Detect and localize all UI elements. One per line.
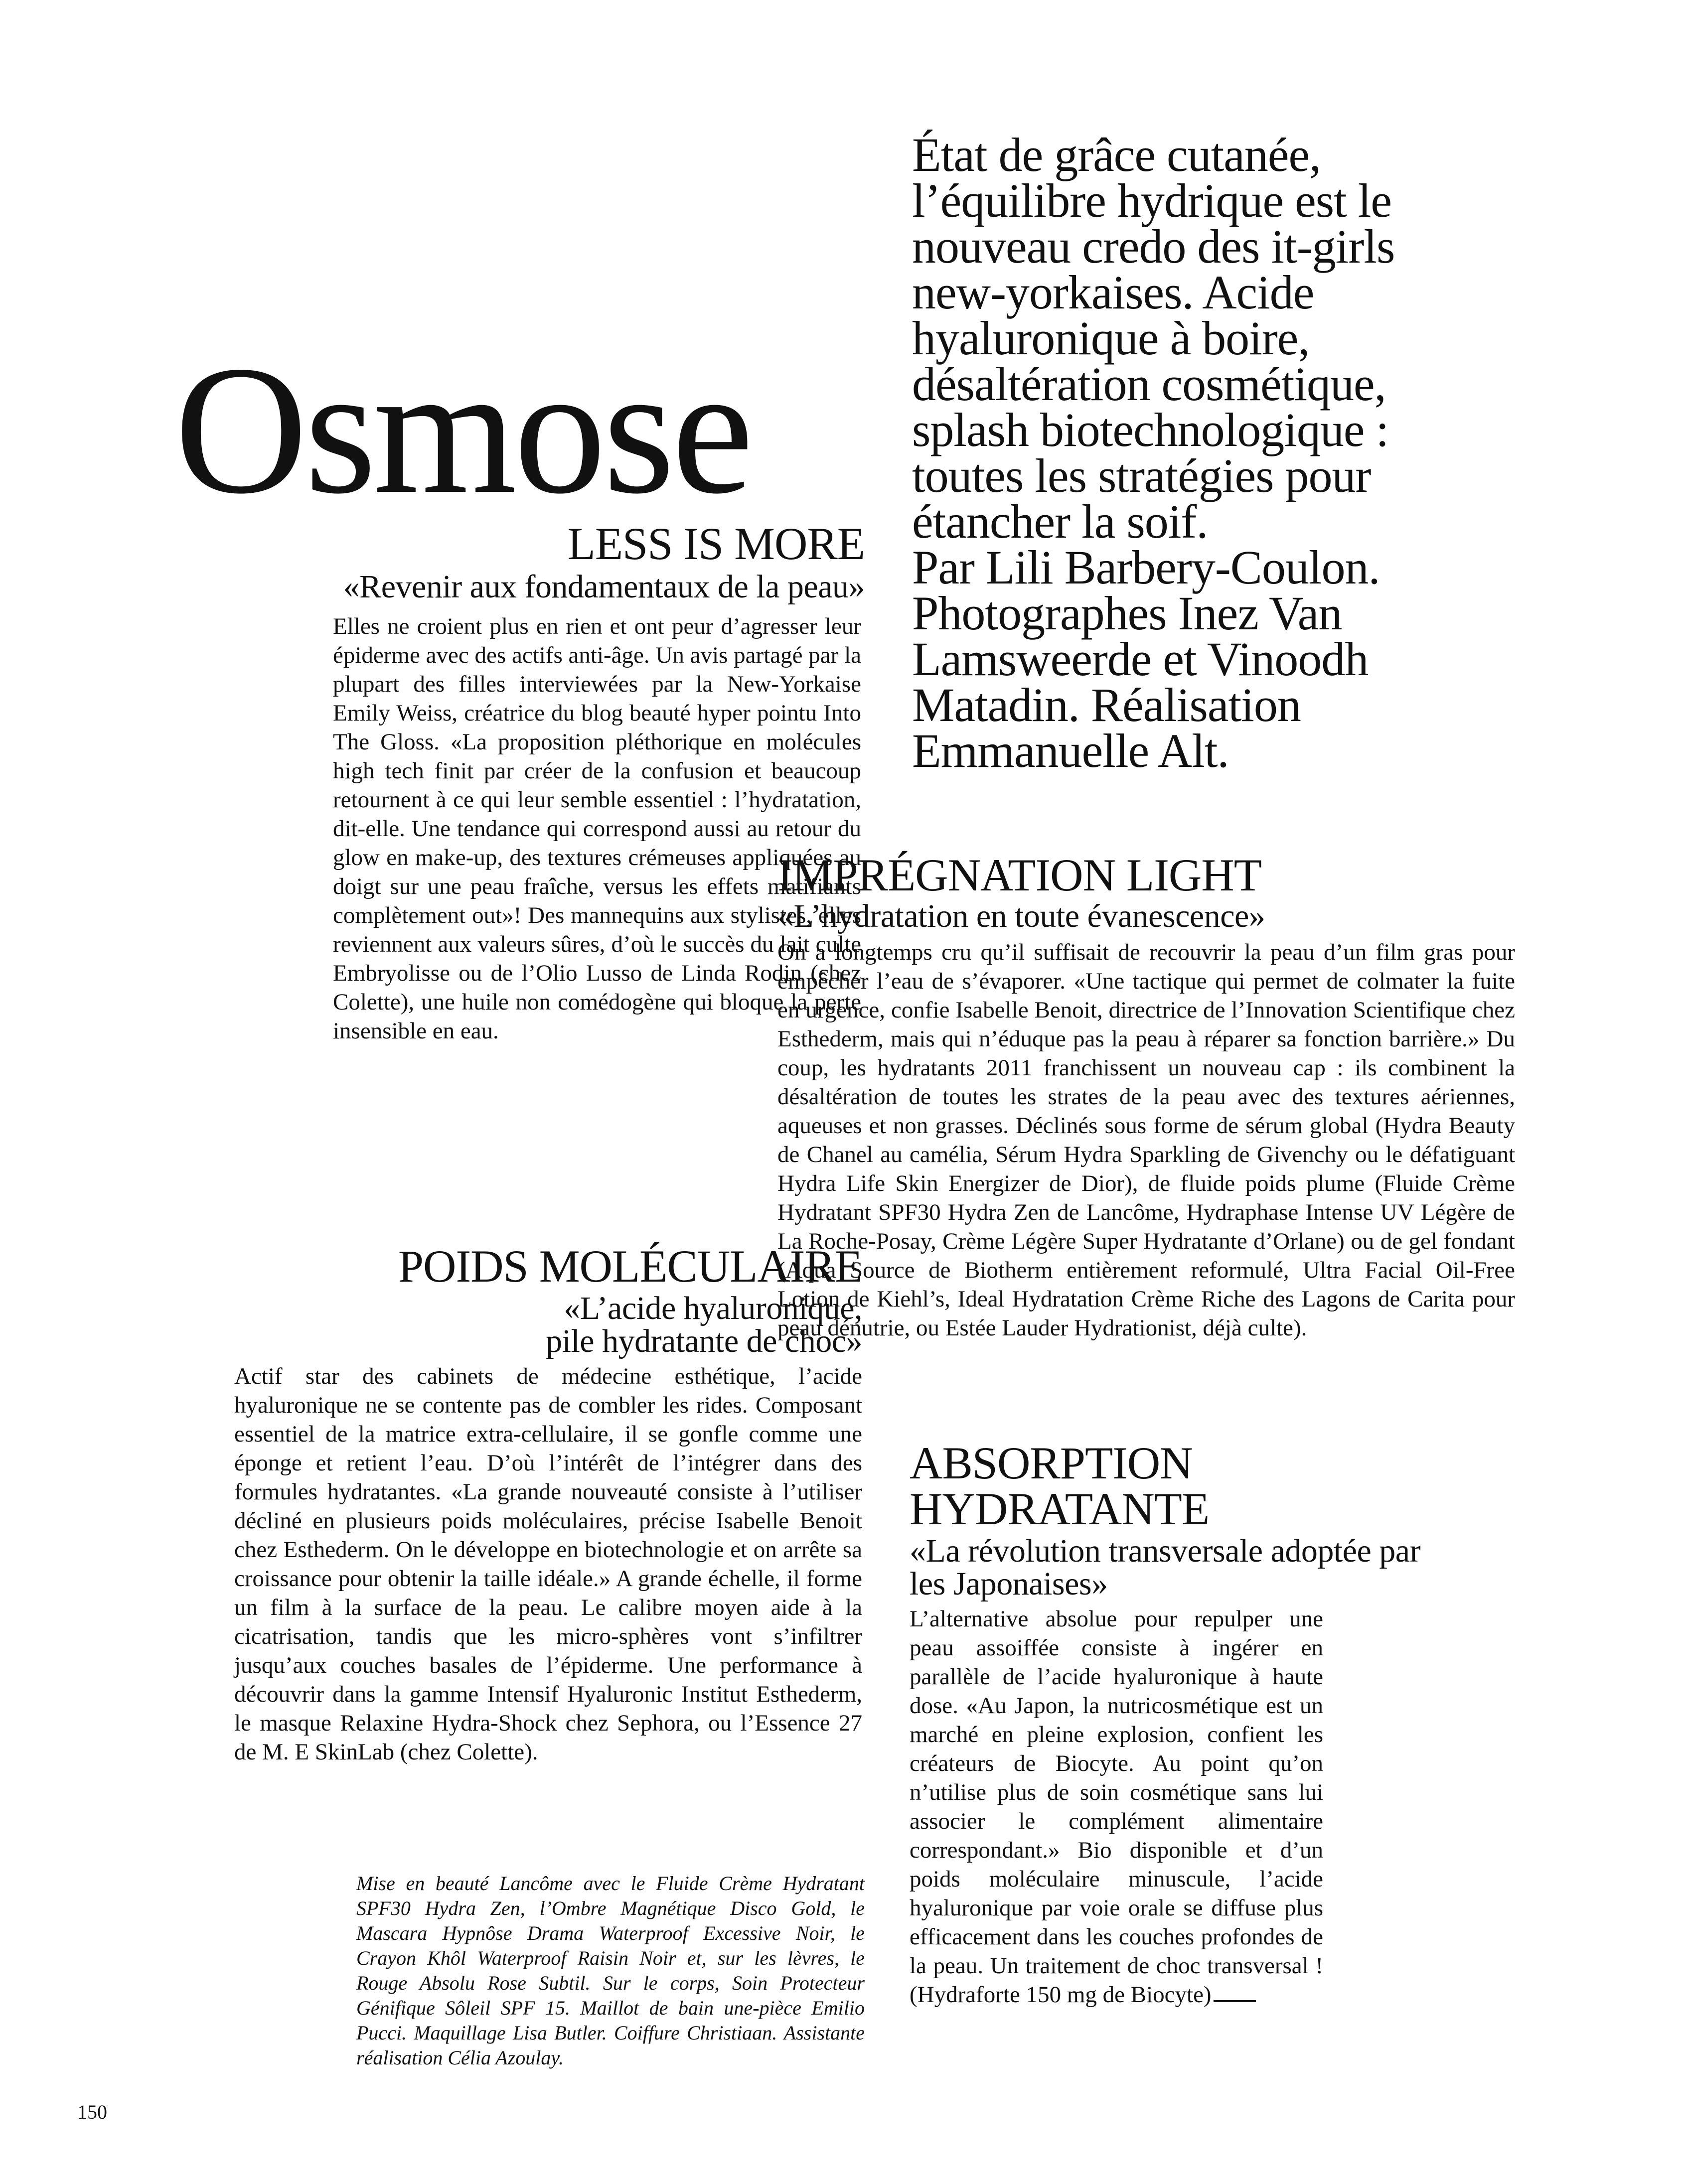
body-text: Actif star des cabinets de médecine esthétique, l’acide hyaluronique ne se contente pas de combler les rides. Composant essentiel de la matrice extra-cellulaire, il se gonfle comme une éponge et retient l’eau. D’où l’intérêt de l’intégrer dans des formules hydratantes. «La grande nouveauté consiste à l’utiliser décliné en plusieurs poids moléculaires, précise Isabelle Benoit chez Esthederm. On le développe en biotechnologie et on arrête sa croissance pour obtenir la taille idéale.» A grande échelle, il forme un film à la surface de la peau. Le calibre moyen aide à la cicatrisation, tandis que les micro-sphères vont s’infiltrer jusqu’aux couches basales de l’épiderme. Une performance à découvrir dans la gamme Intensif Hyaluronic Institut Esthederm, le masque Relaxine Hydra-Shock chez Sephora, ou l’Essence 27 de M. E SkinLab (chez Colette). bbox=[234, 1363, 862, 1765]
end-mark bbox=[1214, 2000, 1256, 2002]
section-poids-moleculaire bbox=[234, 1243, 862, 1766]
section-subheading: «Revenir aux fondamentaux de la peau» bbox=[343, 569, 865, 605]
photo-caption: Mise en beauté Lancôme avec le Fluide Crème Hydratant SPF30 Hydra Zen, l’Ombre Magnétique Disco Gold, le Mascara Hypnôse Drama Waterproof Excessive Noir, le Crayon Khôl Waterproof Raisin Noir et, sur les lèvres, le Rouge Absolu Rose Subtil. Sur le corps, Soin Protecteur Génifique Sôleil SPF 15. Maillot de bain une-pièce Emilio Pucci. Maquillage Lisa Butler. Coiffure Christiaan. Assistante réalisation Célia Azoulay. bbox=[356, 1872, 865, 2069]
body-text: On a longtemps cru qu’il suffisait de recouvrir la peau d’un film gras pour empêcher l’eau de s’évaporer. «Une tactique qui permet de colmater la fuite en urgence, confie Isabelle Benoit, directrice de l’Innovation Scientifique chez Esthederm, mais qui n’éduque pas la peau à réparer sa fonction barrière.» Du coup, les hydratants 2011 franchissent un nouveau cap : ils combinent la désaltération de toutes les strates de la peau avec des textures aériennes, aqueuses et non grasses. Déclinés sous forme de sérum global (Hydra Beauty de Chanel au camélia, Sérum Hydra Sparkling de Givenchy ou le défatiguant Hydra Life Skin Energizer de Dior), de fluide poids plume (Fluide Crème Hydratant SPF30 Hydra Zen de Lancôme, Hydraphase Intense UV Légère de La Roche-Posay, Crème Légère Super Hydratante d’Orlane) ou de gel fondant (Aqua Source de Biotherm entièrement reformulé, Ultra Facial Oil-Free Lotion de Kiehl’s, Ideal Hydratation Crème Riche des Lagons de Carita pour peau dénutrie, ou Estée Lauder Hydrationist, déjà culte). bbox=[777, 939, 1515, 1341]
page-number: 150 bbox=[77, 2101, 107, 2123]
section-subheading: «L’hydratation en toute évanescence» bbox=[777, 898, 1265, 934]
section-subheading-line1: «L’acide hyaluronique, bbox=[564, 1290, 862, 1326]
article-intro bbox=[912, 128, 1460, 777]
section-absorption bbox=[910, 1440, 1458, 2009]
body-text: Elles ne croient plus en rien et ont peur d’agresser leur épiderme avec des actifs anti-âge. Un avis partagé par la plupart des filles interviewées par la New-Yorkaise Emily Weiss, créatrice du blog beauté hyper pointu Into The Gloss. «La proposition pléthorique en molécules high tech finit par créer de la confusion et beaucoup retournent à ce qui leur semble essentiel : l’hydratation, dit-elle. Une tendance qui correspond aussi au retour du glow en make-up, des textures crémeuses appliquées au doigt sur une peau fraîche, versus les effets matifiants complètement out»! Des mannequins aux stylistes, elles reviennent aux valeurs sûres, d’où le succès du lait culte Embryolisse ou de l’Olio Lusso de Linda Rodin (chez Colette), une huile non comédogène qui bloque la perte insensible en eau. bbox=[333, 613, 861, 1044]
section-heading: POIDS MOLÉCULAIRE bbox=[398, 1241, 862, 1292]
section-less-is-more bbox=[234, 518, 865, 605]
section-subheading: «La révolution transversale adoptée par les Japonaises» bbox=[910, 1533, 1421, 1602]
section-heading-line1: ABSORPTION bbox=[910, 1438, 1193, 1488]
credits-text: Par Lili Barbery-Coulon. Photographes Inez Van Lamsweerde et Vinoodh Matadin. Réalisation Emmanuelle Alt. bbox=[912, 541, 1380, 777]
section-heading: LESS IS MORE bbox=[567, 518, 865, 569]
section-heading: IMPRÉGNATION LIGHT bbox=[777, 850, 1261, 900]
section-subheading-line2: pile hydratante de choc» bbox=[546, 1323, 862, 1359]
section-impregnation bbox=[777, 852, 1515, 1342]
body-text-wrap bbox=[910, 1604, 1323, 2009]
article-title: Osmose bbox=[174, 327, 751, 532]
intro-text: État de grâce cutanée, l’équilibre hydrique est le nouveau credo des it-girls new-yorkaises. Acide hyaluronique à boire, désaltération cosmétique, splash biotechnologique : toutes les stratégies pour étancher la soif. bbox=[912, 128, 1395, 548]
body-text: L’alternative absolue pour repulper une peau assoiffée consiste à ingérer en parallèle de l’acide hyaluronique à haute dose. «Au Japon, la nutricosmétique est un marché en pleine explosion, confient les créateurs de Biocyte. Au point qu’on n’utilise plus de soin cosmétique sans lui associer le complément alimentaire correspondant.» Bio disponible et d’un poids moléculaire minuscule, l’acide hyaluronique par voie orale se diffuse plus efficacement dans les couches profondes de la peau. Un traitement de choc transversal ! (Hydraforte 150 mg de Biocyte) bbox=[910, 1606, 1323, 2008]
section-heading-line2: HYDRATANTE bbox=[910, 1483, 1210, 1534]
